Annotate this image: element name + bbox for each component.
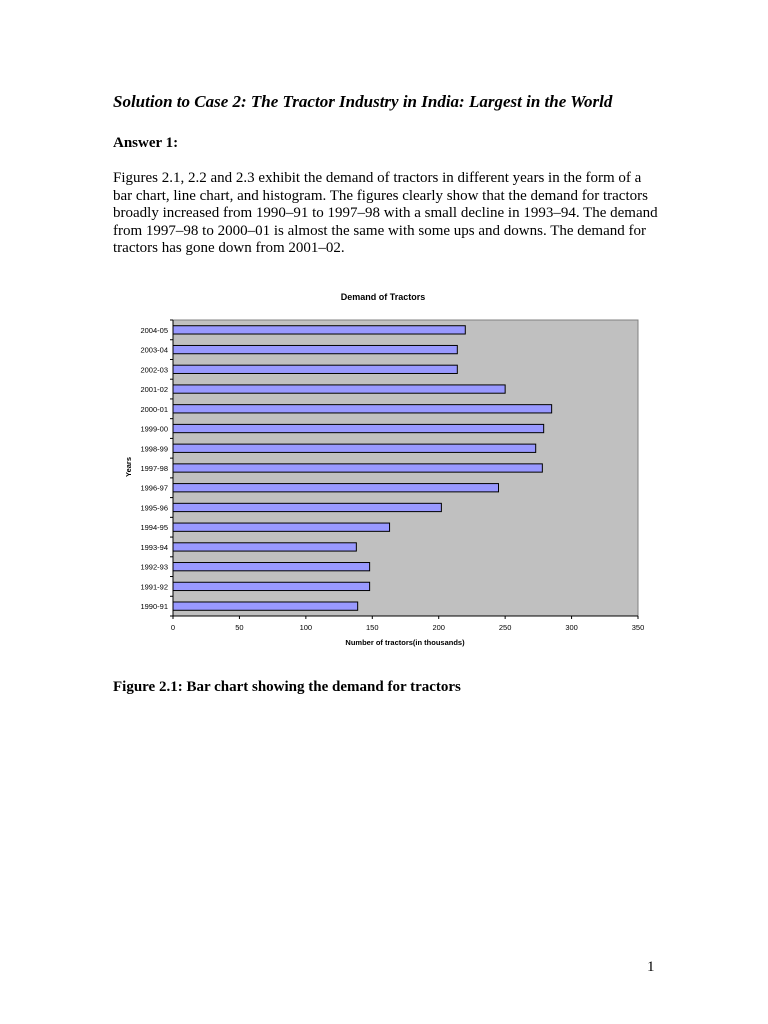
bar-1993-94	[173, 543, 356, 551]
page-title: Solution to Case 2: The Tractor Industry in India: Largest in the World	[113, 92, 613, 111]
y-tick-label: 2003-04	[140, 345, 168, 355]
y-tick-label: 1990-91	[140, 602, 168, 612]
y-tick-label: 1991-92	[140, 582, 168, 592]
y-tick-label: 2001-02	[140, 385, 168, 395]
bar-2004-05	[173, 326, 465, 334]
y-tick-label: 2004-05	[140, 325, 168, 335]
y-tick-label: 1992-93	[140, 562, 168, 572]
figure-caption: Figure 2.1: Bar chart showing the demand for tractors	[113, 679, 461, 695]
page-number: 1	[647, 959, 655, 975]
chart-title: Demand of Tractors	[340, 292, 426, 302]
body-paragraph: Figures 2.1, 2.2 and 2.3 exhibit the demand of tractors in different years in the form of a bar chart, line chart, and histogram. The figures clearly show that the demand for tractors broadly increased from 1990–91 to 1997–98 with a small decline in 1993–94. The demand from 1997–98 to 2000–01 is almost the same with some ups and downs. The demand for tractors has gone down from 2001–02.	[113, 170, 658, 257]
x-tick-label: 0	[170, 623, 176, 632]
x-tick-label: 100	[299, 623, 313, 632]
x-tick-label: 350	[631, 623, 645, 632]
answer-heading: Answer 1:	[113, 135, 179, 151]
y-tick-label: 1997-98	[140, 464, 168, 473]
x-tick-label: 50	[235, 623, 244, 632]
bar-1998-99	[173, 444, 536, 452]
bar-1991-92	[173, 582, 370, 590]
y-axis-label: Years	[124, 456, 133, 478]
y-tick-label: 1995-96	[140, 503, 168, 513]
bar-2001-02	[173, 385, 505, 393]
y-tick-label: 1999-00	[140, 424, 168, 434]
y-tick-label: 1996-97	[140, 483, 168, 493]
x-tick-label: 150	[366, 623, 379, 632]
bar-2002-03	[173, 365, 457, 373]
bar-1996-97	[173, 484, 499, 492]
bar-1995-96	[173, 503, 441, 511]
bar-2003-04	[173, 345, 457, 353]
y-tick-label: 1993-94	[140, 542, 168, 552]
y-tick-label: 2002-03	[140, 365, 168, 375]
bar-1994-95	[173, 523, 390, 531]
x-tick-label: 300	[565, 623, 578, 632]
x-axis-label: Number of tractors(in thousands)	[345, 638, 465, 647]
y-tick-label: 1998-99	[140, 444, 168, 454]
bar-1997-98	[173, 464, 542, 472]
x-tick-label: 250	[498, 623, 512, 632]
bar-1999-00	[173, 424, 544, 432]
y-tick-label: 1994-95	[140, 523, 168, 533]
bar-2000-01	[173, 405, 552, 413]
x-tick-label: 200	[432, 623, 445, 632]
bar-1992-93	[173, 563, 370, 571]
y-tick-label: 2000-01	[140, 404, 168, 414]
bar-1990-91	[173, 602, 358, 610]
